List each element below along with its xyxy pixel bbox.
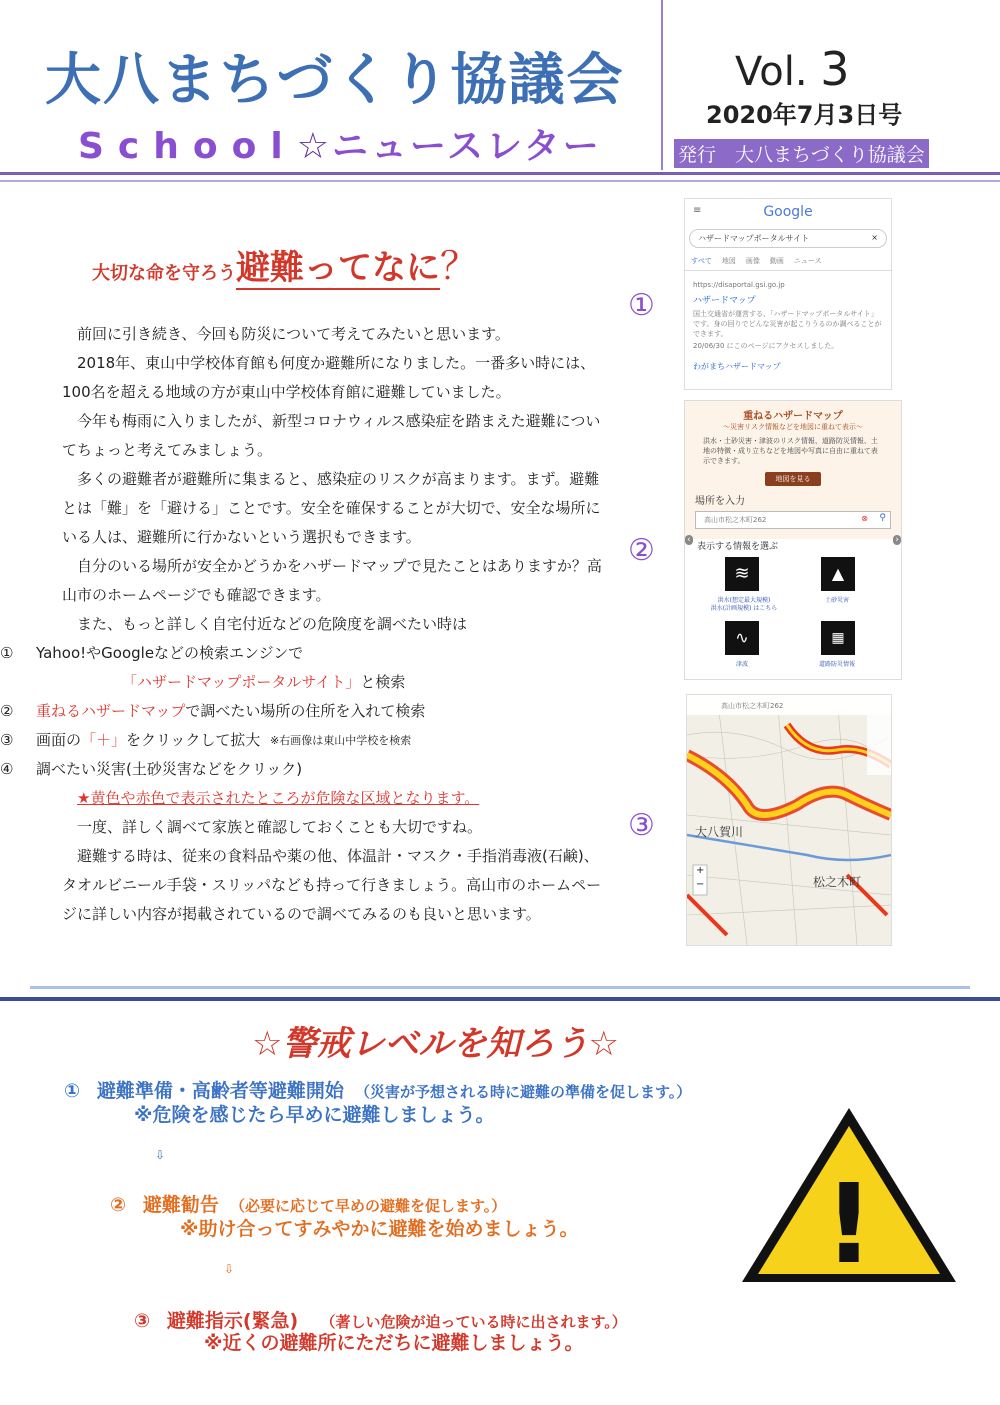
section-rule <box>0 997 1000 1001</box>
search-tabs <box>685 252 891 271</box>
header-rule <box>0 172 1000 175</box>
level-3: ③ 避難指示(緊急) （著しい危険が迫っている時に出されます。） <box>134 1310 627 1332</box>
level-3-action: ※近くの避難所にただちに避難しましょう。 <box>204 1332 584 1354</box>
landslide-label[interactable]: 土砂災害 <box>824 597 849 604</box>
portal-description: 洪水・土砂災害・津波のリスク情報、道路防災情報、土地の特徴・成り立ちなどを地図や写真に自由に重ねて表示できます。 <box>703 437 878 465</box>
map-label-town: 松之木町 <box>813 875 862 889</box>
clear-icon[interactable]: ⊗ <box>861 514 868 523</box>
section2-heading: ☆警戒レベルを知ろう☆ <box>252 1024 619 1064</box>
step-item: ④ 調べたい災害(土砂災害などをクリック) <box>0 760 303 778</box>
result-title[interactable]: ハザードマップ <box>693 296 756 306</box>
newsletter-title: 大八まちづくり協議会 <box>45 48 625 113</box>
tab-images[interactable]: 画像 <box>745 257 760 265</box>
tab-videos[interactable]: 動画 <box>769 257 784 265</box>
road-icon[interactable]: ▦ <box>821 621 855 655</box>
heading-lead: 大切な命を守ろう <box>92 263 236 284</box>
paragraph: 今年も梅雨に入りましたが、新型コロナウィルス感染症を踏まえた避難についてちょっと考えてみましょう。 <box>62 412 601 459</box>
info-label: 表示する情報を選ぶ <box>697 542 779 552</box>
tab-all[interactable]: すべて <box>691 257 712 265</box>
level-1-action: ※危険を感じたら早めに避難しましょう。 <box>134 1104 495 1126</box>
marker-2: ② <box>628 533 655 568</box>
screenshot-google-search <box>684 198 892 390</box>
publisher-badge: 発行 大八まちづくり協議会 <box>674 139 929 168</box>
star-icon: ☆ <box>296 126 332 167</box>
step-item: ② 重ねるハザードマップ で調べたい場所の住所を入れて検索 <box>0 702 426 720</box>
flood-plan-note[interactable]: 洪水(計画規模) はこちら <box>710 605 778 612</box>
paragraph: 多くの避難者が避難所に集まると、感染症のリスクが高まります。まず。避難とは「難」を「避ける」ことです。安全を確保することが大切で、安全な場所にいる人は、避難所に行かないという選択もできます。 <box>62 470 601 546</box>
zoom-in-button[interactable]: + <box>696 865 705 876</box>
subtitle-newsletter: ニュースレター <box>331 126 602 167</box>
portal-title: 重ねるハザードマップ <box>743 411 843 422</box>
issue-date: 2020年7月3日号 <box>706 101 903 129</box>
section1-heading <box>92 235 478 290</box>
warning-line: ★黄色や赤色で表示されたところが危険な区域となります。 <box>77 789 480 807</box>
landslide-icon[interactable]: ▲ <box>821 557 855 591</box>
view-map-button[interactable]: 地図を見る <box>765 472 821 486</box>
warning-sign-mark: ! <box>823 1160 875 1286</box>
road-label[interactable]: 道路防災情報 <box>818 661 855 668</box>
level-2-action: ※助け合ってすみやかに避難を始めましょう。 <box>180 1218 579 1240</box>
step-item: 「ハザードマップポータルサイト」 と検索 <box>122 673 406 691</box>
map-svg <box>687 695 891 945</box>
search-icon[interactable]: ⚲ <box>879 513 886 523</box>
header-divider-vertical <box>661 0 663 170</box>
vol-text: Vol. <box>735 49 808 95</box>
portal-subtitle: ～災害リスク情報などを地図に重ねて表示～ <box>723 423 863 431</box>
place-label: 場所を入力 <box>695 496 745 507</box>
result-url: https://disaportal.gsi.go.jp <box>693 281 785 289</box>
tsunami-icon[interactable]: ∿ <box>725 621 759 655</box>
subtitle-school: School <box>78 126 297 167</box>
heading-main: 避難ってなに <box>236 248 440 288</box>
level-1: ① 避難準備・高齢者等避難開始 （災害が予想される時に避難の準備を促します。） <box>64 1080 692 1102</box>
paragraph: 自分のいる場所が安全かどうかをハザードマップで見たことはありますか？高山市のホームページでも確認できます。 <box>62 557 602 604</box>
chevron-left-icon[interactable]: ‹ <box>687 535 691 545</box>
zoom-out-button[interactable]: − <box>696 879 705 890</box>
tsunami-label[interactable]: 津波 <box>735 661 748 668</box>
flood-label[interactable]: 洪水(想定最大規模) <box>717 597 771 604</box>
question-mark-icon: ？ <box>440 244 479 288</box>
map-search-text[interactable]: 高山市松之木町262 <box>721 702 784 710</box>
header-rule-light <box>0 180 1000 182</box>
paragraph: 前回に引き続き、今回も防災について考えてみたいと思います。 <box>77 325 510 343</box>
flood-icon[interactable]: ≋ <box>725 557 759 591</box>
paragraph: また、もっと詳しく自宅付近などの危険度を調べたい時は <box>77 615 468 633</box>
menu-icon: ≡ <box>693 205 702 216</box>
paragraph: 一度、詳しく調べて家族と確認しておくことも大切ですね。 <box>77 818 483 836</box>
warning-sign-icon <box>738 1104 960 1286</box>
marker-3: ③ <box>628 808 655 843</box>
paragraph: 2018年、東山中学校体育館も何度か避難所になりました。一番多い時には、100名を超える地域の方が東山中学校体育館に避難していました。 <box>62 354 596 401</box>
tab-maps[interactable]: 地図 <box>721 257 736 265</box>
screenshot-hazard-map-portal <box>684 400 902 680</box>
search-box[interactable]: ハザードマップポータルサイト × <box>689 229 887 248</box>
result-link-2[interactable]: わがまちハザードマップ <box>693 362 781 371</box>
close-icon[interactable]: × <box>871 233 878 242</box>
newsletter-subtitle <box>78 118 602 169</box>
section1-body <box>0 320 607 929</box>
level-2: ② 避難勧告 （必要に応じて早めの避難を促します。） <box>110 1194 507 1216</box>
tab-news[interactable]: ニュース <box>793 257 822 265</box>
google-logo: Google <box>763 204 813 220</box>
map-label-river: 大八賀川 <box>695 825 744 839</box>
marker-1: ① <box>628 288 655 323</box>
screenshot-hazard-map <box>686 694 892 946</box>
down-arrow-icon: ⇩ <box>155 1148 166 1162</box>
section-rule-light <box>30 986 970 989</box>
paragraph: 避難する時は、従来の食料品や薬の他、体温計・マスク・手指消毒液(石鹸)、タオルビニール手袋・スリッパなども持って行きましょう。高山市のホームページに詳しい内容が掲載されているので調べてみるのも良いと思います。 <box>62 847 602 923</box>
step-item: ③ 画面の 「＋」 をクリックして拡大 ※右画像は東山中学校を検索 <box>0 731 412 749</box>
result-description: 国土交通省が運営する、「ハザードマップポータルサイト」です。身の回りでどんな災害が起こりうるのか調べることができます。 <box>693 310 882 338</box>
down-arrow-icon: ⇩ <box>224 1262 235 1276</box>
result-visited: 20/06/30 にこのページにアクセスしました。 <box>693 342 839 350</box>
volume-label <box>735 42 850 96</box>
place-input[interactable]: 高山市松之木町262 ⊗ ⚲ <box>695 511 891 529</box>
chevron-right-icon[interactable]: › <box>895 535 899 545</box>
step-item: ① Yahoo!やGoogleなどの検索エンジンで <box>0 644 304 662</box>
vol-number: 3 <box>820 42 850 96</box>
